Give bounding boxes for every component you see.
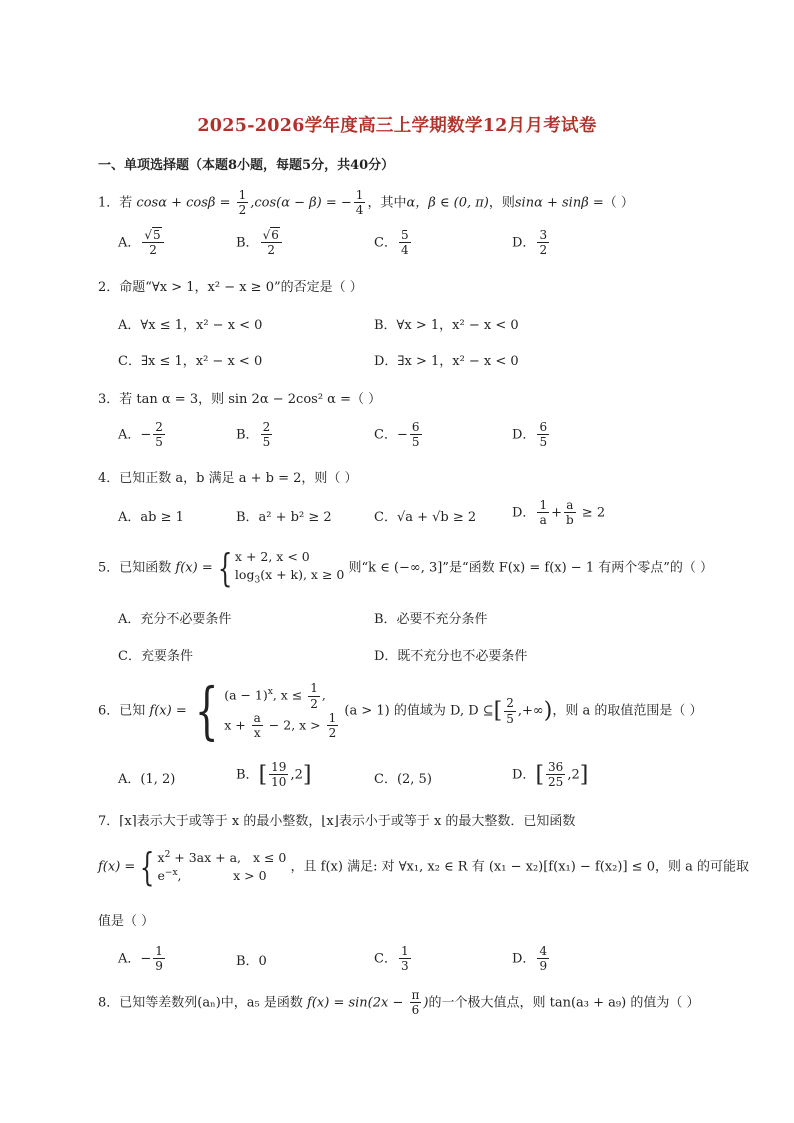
question-2: 2．命题“∀x > 1，x² − x ≥ 0”的否定是（ ） — [98, 280, 363, 295]
question-5: 5．已知函数 f(x) = { x + 2, x < 0 $\log_3(x + k)$, x ≥ 0 则“k ∈ (−∞, 3]”是“函数 F(x) = f(x) − 1 有两个零点”的（ ） — [98, 545, 714, 590]
q1-mid1: ，其中 — [367, 195, 407, 211]
question-3: 3．若 tan α = 3，则 sin 2α − 2cos² α =（ ） — [98, 392, 382, 407]
q1-option-b[interactable]: B． $\frac{√6}{2}$ — [236, 228, 284, 258]
q2-option-c[interactable]: C．∃x ≤ 1，x² − x < 0 — [118, 354, 263, 369]
question-7-line1: 7．⌈x⌉表示大于或等于 x 的最小整数，⌊x⌋表示小于或等于 x 的最大整数．已知函数 — [98, 814, 576, 829]
q7-option-c[interactable]: C． $\frac{1}{3}$ — [374, 944, 409, 974]
q3-option-a[interactable]: A．− $\frac{2}{5}$ — [118, 420, 163, 450]
q4-option-d[interactable]: D． $\frac{1}{a}$ + $\frac{a}{b}$ ≥ 2 — [512, 498, 606, 528]
exam-title: 2025-2026学年度高三上学期数学12月月考试卷 — [197, 116, 597, 136]
q1-option-d[interactable]: D． $\frac{3}{2}$ — [512, 228, 548, 258]
q7-option-a[interactable]: A．− $\frac{1}{9}$ — [118, 944, 163, 974]
q3-option-c[interactable]: C．− $\frac{6}{5}$ — [374, 420, 420, 450]
question-7-line2: f(x) = { $x^2 + 3ax + a$, x ≤ 0 $e^{-x}$, x > 0 ，且 f(x) 满足: 对 ∀x₁, x₂ ∈ R 有 (x₁ − x₂)[f(x₁) − f(x₂)] ≤ 0，则 a 的可能取 — [98, 845, 749, 889]
q6-option-a[interactable]: A．(1, 2) — [118, 772, 176, 787]
q5-option-d[interactable]: D．既不充分也不必要条件 — [374, 649, 528, 664]
question-8: 8．已知等差数列(aₙ)中，a₅ 是函数 f(x) = sin(2x − $\frac{\pi}{6}$ )的一个极大值点，则 tan(a₃ + a₉) 的值为（ ） — [98, 988, 700, 1018]
q1-option-a[interactable]: A． $\frac{√5}{2}$ — [118, 228, 166, 258]
q7-option-d[interactable]: D． $\frac{4}{9}$ — [512, 944, 548, 974]
q1-suffix: （ ） — [603, 195, 634, 211]
q4-option-a[interactable]: A．ab ≥ 1 — [118, 510, 184, 525]
question-6: 6．已知 f(x) = { $(a - 1)^x$, x ≤ $\frac{1}{2}$ , x + $\frac{a}{x}$ − 2, x > $\frac{1}{2}$ (a > 1) 的值域为 D, D ⊆[ $\frac{2}{5}$ ,+∞)，则 a 的取值范围是（ ） — [98, 674, 703, 747]
q4-option-b[interactable]: B．a² + b² ≥ 2 — [236, 510, 332, 525]
q5-option-c[interactable]: C．充要条件 — [118, 649, 193, 664]
q1-prefix: 1．若 — [98, 195, 133, 211]
q5-option-b[interactable]: B．必要不充分条件 — [374, 612, 488, 627]
q4-option-c[interactable]: C．√a + √b ≥ 2 — [374, 510, 477, 525]
q5-option-a[interactable]: A．充分不必要条件 — [118, 612, 232, 627]
q2-option-d[interactable]: D．∃x > 1，x² − x < 0 — [374, 354, 519, 369]
q2-option-a[interactable]: A．∀x ≤ 1，x² − x < 0 — [118, 318, 263, 333]
q3-option-b[interactable]: B． $\frac{2}{5}$ — [236, 420, 271, 450]
question-7-line3: 值是（ ） — [98, 914, 155, 929]
question-4: 4．已知正数 a，b 满足 a + b = 2，则（ ） — [98, 471, 358, 486]
q6-option-d[interactable]: D．[ $\frac{36}{25}$ ,2] — [512, 760, 589, 790]
q1-mid2: ，则 — [488, 195, 515, 211]
q1-option-c[interactable]: C． $\frac{5}{4}$ — [374, 228, 409, 258]
q3-option-d[interactable]: D． $\frac{6}{5}$ — [512, 420, 548, 450]
q6-option-c[interactable]: C．(2, 5) — [374, 772, 432, 787]
question-1: 1．若 cosα + cosβ = $\frac{1}{2}$ ,cos(α − β) = − $\frac{1}{4}$ ，其中α，β ∈ (0, π)，则sinα + sinβ =（ ） — [98, 188, 634, 218]
q2-option-b[interactable]: B．∀x > 1，x² − x < 0 — [374, 318, 519, 333]
q6-option-b[interactable]: B．[ $\frac{19}{10}$ ,2] — [236, 760, 312, 790]
q7-option-b[interactable]: B．0 — [236, 954, 267, 969]
section-heading: 一、单项选择题（本题8小题，每题5分，共40分） — [98, 158, 395, 173]
